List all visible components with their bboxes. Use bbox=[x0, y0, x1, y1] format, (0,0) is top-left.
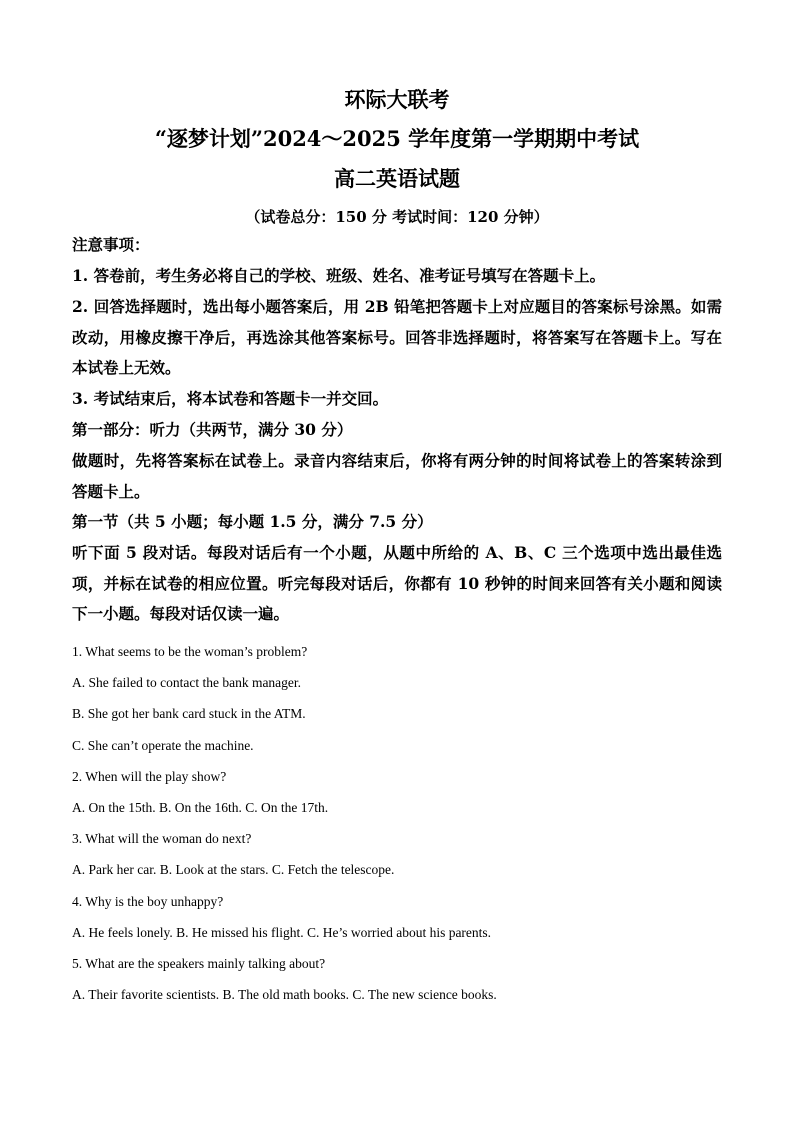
question-stem: 3. What will the woman do next? bbox=[72, 831, 252, 847]
question-option: A. Park her car. B. Look at the stars. C. Fetch the telescope. bbox=[72, 862, 395, 878]
notice-title: 注意事项： bbox=[72, 235, 150, 254]
notice-item: 1. 答卷前，考生务必将自己的学校、班级、姓名、准考证号填写在答题卡上。 bbox=[72, 266, 606, 285]
part1-title: 第一部分：听力（共两节，满分 30 分） bbox=[72, 420, 353, 439]
question-list bbox=[72, 636, 722, 1010]
notice-item: 2. 回答选择题时，选出每小题答案后，用 2B 铅笔把答题卡上对应题目的答案标号涂黑。如需改动，用橡皮擦干净后，再选涂其他答案标号。回答非选择题时，将答案写在答题卡上。写在本试卷上无效。 bbox=[72, 297, 722, 377]
question-stem: 5. What are the speakers mainly talking about? bbox=[72, 955, 326, 971]
question-option: A. She failed to contact the bank manager. bbox=[72, 675, 302, 691]
section1-title: 第一节（共 5 小题；每小题 1.5 分，满分 7.5 分） bbox=[72, 512, 433, 531]
exam-info: （试卷总分：150 分 考试时间：120 分钟） bbox=[245, 208, 549, 226]
question-stem: 1. What seems to be the woman’s problem? bbox=[72, 644, 308, 659]
subject-title: 高二英语试题 bbox=[334, 166, 460, 191]
question-option: B. She got her bank card stuck in the ATM. bbox=[72, 706, 306, 722]
question-stem: 2. When will the play show? bbox=[72, 768, 227, 784]
exam-title: “逐梦计划”2024～2025 学年度第一学期期中考试 bbox=[154, 126, 640, 151]
question-option: A. On the 15th. B. On the 16th. C. On the 17th. bbox=[72, 799, 329, 815]
question-option: C. She can’t operate the machine. bbox=[72, 737, 254, 753]
exam-org: 环际大联考 bbox=[344, 87, 450, 112]
part1-instruction: 做题时，先将答案标在试卷上。录音内容结束后，你将有两分钟的时间将试卷上的答案转涂到答题卡上。 bbox=[72, 451, 722, 501]
question-stem: 4. Why is the boy unhappy? bbox=[72, 893, 224, 909]
question-option: A. Their favorite scientists. B. The old math books. C. The new science books. bbox=[72, 987, 497, 1003]
notice-item: 3. 考试结束后，将本试卷和答题卡一并交回。 bbox=[72, 389, 389, 408]
section1-instruction: 听下面 5 段对话。每段对话后有一个小题，从题中所给的 A、B、C 三个选项中选出最佳选项，并标在试卷的相应位置。听完每段对话后，你都有 10 秒钟的时间来回答有关小题和阅读下一小题。每段对话仅读一遍。 bbox=[72, 543, 722, 623]
question-option: A. He feels lonely. B. He missed his flight. C. He’s worried about his parents. bbox=[72, 924, 492, 940]
